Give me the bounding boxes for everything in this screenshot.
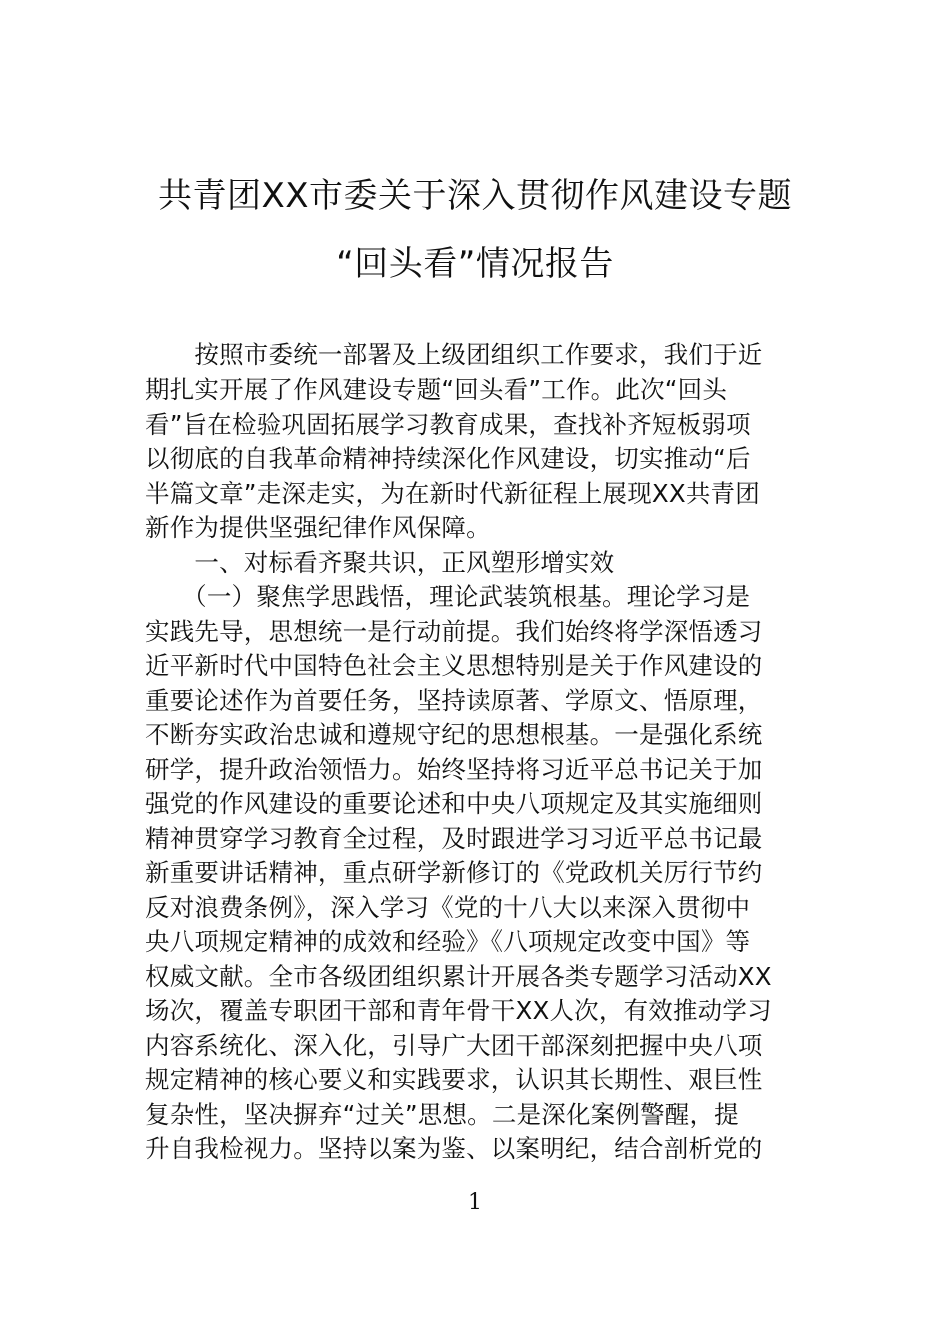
body-text-line: 研学，提升政治领悟力。始终坚持将习近平总书记关于加 — [145, 755, 763, 784]
page-number: 1 — [468, 1190, 482, 1215]
document-title-line-2: “回头看”情况报告 — [336, 244, 614, 284]
body-text-line: 强党的作风建设的重要论述和中央八项规定及其实施细则 — [145, 789, 763, 818]
section-heading: 一、对标看齐聚共识，正风塑形增实效 — [145, 548, 615, 577]
body-text-line: 场次，覆盖专职团干部和青年骨干XX人次，有效推动学习 — [145, 996, 772, 1025]
body-text-line: 期扎实开展了作风建设专题“回头看”工作。此次“回头 — [145, 375, 728, 404]
body-text-line: 实践先导，思想统一是行动前提。我们始终将学深悟透习 — [145, 617, 763, 646]
body-text-line: 升自我检视力。坚持以案为鉴、以案明纪，结合剖析党的 — [145, 1134, 763, 1163]
body-text-line: 反对浪费条例》，深入学习《党的十八大以来深入贯彻中 — [145, 893, 751, 922]
body-text-line: 权威文献。全市各级团组织累计开展各类专题学习活动XX — [145, 962, 772, 991]
subsection-heading-line: （一）聚焦学思践悟，理论武装筑根基。理论学习是 — [145, 582, 751, 611]
body-text-line: 以彻底的自我革命精神持续深化作风建设，切实推动“后 — [145, 444, 751, 473]
body-text-line: 内容系统化、深入化，引导广大团干部深刻把握中央八项 — [145, 1031, 763, 1060]
body-text-line: 重要论述作为首要任务，坚持读原著、学原文、悟原理， — [145, 686, 763, 715]
body-text-line: 规定精神的核心要义和实践要求，认识其长期性、艰巨性 — [145, 1065, 763, 1094]
body-text-line: 近平新时代中国特色社会主义思想特别是关于作风建设的 — [145, 651, 763, 680]
body-text-line: 精神贯穿学习教育全过程，及时跟进学习习近平总书记最 — [145, 824, 763, 853]
body-text-line: 按照市委统一部署及上级团组织工作要求，我们于近 — [145, 340, 763, 369]
body-text-line: 新重要讲话精神，重点研学新修订的《党政机关厉行节约 — [145, 858, 763, 887]
body-text-line: 不断夯实政治忠诚和遵规守纪的思想根基。一是强化系统 — [145, 720, 763, 749]
body-text-line: 央八项规定精神的成效和经验》《八项规定改变中国》等 — [145, 927, 751, 956]
body-text-line: 看”旨在检验巩固拓展学习教育成果，查找补齐短板弱项 — [145, 410, 751, 439]
body-text-line: 新作为提供坚强纪律作风保障。 — [145, 513, 491, 542]
body-text-line: 半篇文章”走深走实，为在新时代新征程上展现XX共青团 — [145, 479, 760, 508]
body-text-line: 复杂性，坚决摒弃“过关”思想。二是深化案例警醒，提 — [145, 1100, 739, 1129]
document-title-line-1: 共青团XX市委关于深入贯彻作风建设专题 — [157, 176, 793, 216]
